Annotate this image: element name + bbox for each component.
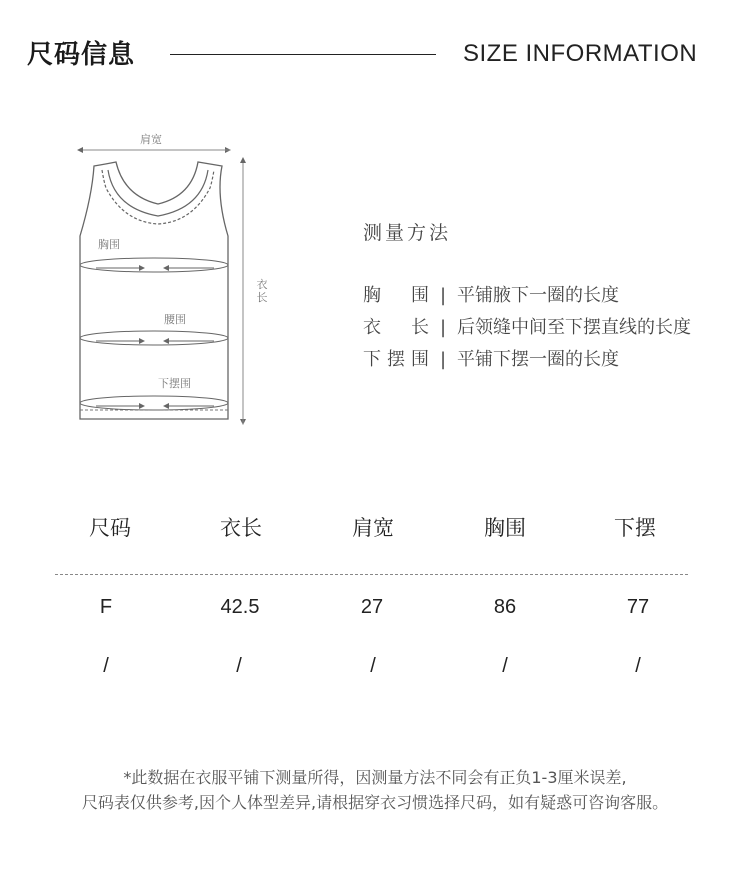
method-desc: 后领缝中间至下摆直线的长度: [457, 317, 691, 338]
waist-label: 腰围: [164, 313, 186, 326]
table-header-hem: 下摆: [614, 516, 656, 540]
table-cell: 27: [360, 596, 384, 618]
table-divider: [55, 574, 688, 575]
method-desc: 平铺下摆一圈的长度: [457, 349, 619, 370]
method-desc: 平铺腋下一圈的长度: [457, 285, 619, 306]
method-name: 衣长: [363, 317, 429, 338]
method-row-length: [363, 313, 691, 339]
method-title: 测量方法: [363, 222, 452, 244]
method-separator: |: [439, 285, 447, 306]
method-row-chest: [363, 281, 619, 307]
page-title-en: SIZE INFORMATION: [463, 40, 698, 67]
shoulder-label: 肩宽: [140, 133, 162, 146]
length-label: 衣长: [256, 278, 268, 304]
table-cell: 77: [626, 596, 650, 618]
method-row-hem: [363, 345, 619, 371]
disclaimer-line-2: 尺码表仅供参考,因个人体型差异,请根据穿衣习惯选择尺码，如有疑惑可咨询客服。: [81, 793, 669, 812]
table-cell: /: [370, 655, 376, 677]
table-cell: 42.5: [220, 596, 260, 618]
title-divider: [170, 54, 436, 55]
table-cell: /: [635, 655, 641, 677]
table-header-shoulder: 肩宽: [352, 516, 394, 540]
table-cell: /: [502, 655, 508, 677]
hem-label: 下摆围: [158, 377, 191, 390]
table-cell: 86: [493, 596, 517, 618]
method-separator: |: [439, 349, 447, 370]
method-name: 胸围: [363, 285, 429, 306]
table-cell: /: [236, 655, 242, 677]
table-header-size: 尺码: [89, 516, 131, 540]
tank-top-diagram: [66, 126, 288, 436]
chest-label: 胸围: [98, 238, 120, 251]
method-separator: |: [439, 317, 447, 338]
page-title: 尺码信息: [27, 40, 136, 70]
table-cell: F: [99, 596, 113, 618]
method-name: 下摆围: [363, 349, 429, 370]
table-header-chest: 胸围: [484, 516, 526, 540]
table-header-length: 衣长: [220, 516, 262, 540]
disclaimer-line-1: *此数据在衣服平铺下测量所得，因测量方法不同会有正负1-3厘米误差,: [123, 768, 627, 787]
table-cell: /: [103, 655, 109, 677]
